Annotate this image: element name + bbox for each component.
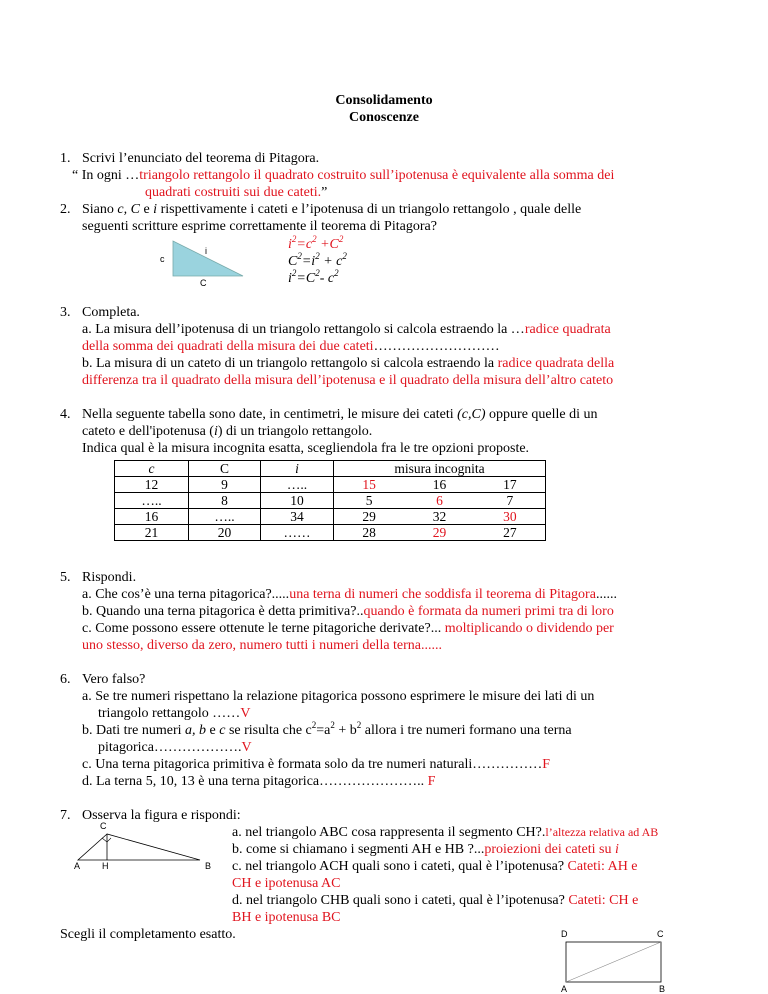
q1-answer-red2: quadrati costruiti sui due cateti. (145, 185, 322, 200)
q7-label-H: H (102, 861, 109, 871)
q7-b-red-i: i (614, 842, 619, 857)
q2-formula-1: $i^2=c^2 +C^2$ (288, 234, 344, 252)
q5-a-prefix: a. Che cos’è una terna pitagorica?..... (82, 587, 290, 602)
q7-text: Osserva la figura e rispondi: (82, 808, 241, 823)
q5-c-line1 (82, 620, 614, 637)
q2-formula-3: $i^2=C^2-$ $c^2$ (288, 268, 339, 286)
q2-triangle-label-i: i (205, 246, 207, 256)
table-option: 32 (404, 509, 474, 525)
rect-label-C: C (657, 929, 664, 939)
q6-b-line2 (98, 739, 252, 756)
q1-answer-red1: triangolo rettangolo il quadrato costruito sull’ipotenusa è equivalente alla somma dei (139, 168, 615, 183)
q5-b-prefix: b. Quando una terna pitagorica è detta primitiva?.. (82, 604, 364, 619)
q3-a-red1: radice quadrata (524, 322, 611, 337)
q5-text: Rispondi. (82, 570, 137, 585)
q4-table (114, 460, 546, 541)
q7-triangle-figure (60, 820, 220, 880)
q7-right-angle-mark (102, 838, 111, 842)
q7-rectangle-figure (555, 928, 675, 994)
q2-line1-c: rispettivamente i cateti e l’ipotenusa di un triangolo rettangolo , quale delle (157, 202, 582, 217)
q5-c-prefix: c. Come possono essere ottenute le terne pitagoriche derivate?... (82, 621, 445, 636)
q1-number: 1. (60, 151, 71, 166)
q6-text: Vero falso? (82, 672, 146, 687)
table-option: 5 (334, 493, 405, 509)
table-option-correct: 15 (334, 477, 405, 493)
q5-c-red1: moltiplicando o dividendo per (444, 621, 614, 636)
q3-b-line2: differenza tra il quadrato della misura dell’ipotenusa e il quadrato della misura dell’altro cateto (82, 373, 614, 388)
table-option: 16 (404, 477, 474, 493)
table-row (115, 493, 546, 509)
q5-b-red: quando è formata da numeri primi tra di loro (363, 604, 614, 619)
q2-line1 (82, 201, 581, 218)
q5-a-red: una terna di numeri che soddisfa il teorema di Pitagora (289, 587, 596, 602)
q6-d-text: d. La terna 5, 10, 13 è una terna pitagorica………………….. (82, 774, 428, 789)
q2-line2: seguenti scritture esprime correttamente il teorema di Pitagora? (82, 219, 437, 234)
q7-d-line2: BH e ipotenusa BC (232, 910, 341, 925)
q6-a-line2 (98, 705, 250, 722)
q2-line1-i: i (153, 202, 158, 217)
q6-a-text: triangolo rettangolo …… (98, 706, 241, 721)
rect-label-D: D (561, 929, 568, 939)
table-cell: …… (261, 525, 334, 541)
q6-d-answer: F (427, 774, 436, 789)
q5-c-suffix: ...... (421, 638, 443, 653)
table-cell: ….. (261, 477, 334, 493)
table-row (115, 477, 546, 493)
q5-c-red2: uno stesso, diverso da zero, numero tutti i numeri della terna (82, 638, 422, 653)
q1-answer-prefix: “ In ogni … (72, 168, 140, 183)
q7-a (232, 824, 658, 841)
table-option-correct: 6 (404, 493, 474, 509)
q7-label-A: A (74, 861, 81, 871)
table-header-c: c (115, 461, 189, 477)
q1-text: Scrivi l’enunciato del teorema di Pitagora. (82, 151, 320, 166)
table-option: 29 (334, 509, 405, 525)
table-header-C: C (189, 461, 261, 477)
q4-number: 4. (60, 407, 71, 422)
q6-b-line1: b. Dati tre numeri a, b e c se risulta che $c^2=a^2 + b^2$ allora i tre numeri formano una terna (82, 720, 572, 738)
q6-a-answer: V (240, 706, 251, 721)
rect-label-A: A (561, 984, 568, 994)
q5-number: 5. (60, 570, 71, 585)
q3-text: Completa. (82, 305, 140, 320)
q7-d-line1 (232, 892, 638, 909)
q2-line1-a: Siano (82, 202, 118, 217)
q6-b-text: pitagorica………………. (98, 740, 242, 755)
table-header-row (115, 461, 546, 477)
q7-number: 7. (60, 808, 71, 823)
q2-line1-vars: c, C (117, 202, 140, 217)
q7-triangle (78, 834, 200, 860)
q4-line3: Indica qual è la misura incognita esatta, scegliendola fra le tre opzioni proposte. (82, 441, 530, 456)
q2-number: 2. (60, 202, 71, 217)
q1-answer-line1 (72, 167, 614, 184)
q6-a-line1: a. Se tre numeri rispettano la relazione pitagorica possono esprimere le misure dei lati di un (82, 689, 595, 704)
q3-a-dots: ……………………… (373, 339, 500, 354)
q4-line1 (82, 406, 598, 423)
q2-formula-2: $C^2=i^2 + c^2$ (288, 251, 347, 269)
q7-d-prefix: d. nel triangolo CHB quali sono i cateti, qual è l’ipotenusa? (232, 893, 569, 908)
q6-c-answer: F (542, 757, 551, 772)
q4-line1-b: oppure quelle di un (485, 407, 598, 422)
q4-line2-a: cateto e dell'ipotenusa ( (82, 424, 214, 439)
q1-answer-suffix: ” (321, 185, 328, 200)
q4-line1-i: (c,C) (457, 407, 486, 422)
q3-a-line1 (82, 321, 611, 338)
q3-b-line1 (82, 355, 614, 372)
q1-answer-line2 (145, 184, 327, 201)
table-option-correct: 30 (475, 509, 546, 525)
table-row (115, 525, 546, 541)
q7-c-prefix: c. nel triangolo ACH quali sono i cateti, qual è l’ipotenusa? (232, 859, 568, 874)
table-cell: 21 (115, 525, 189, 541)
table-cell: 8 (189, 493, 261, 509)
q5-b (82, 603, 614, 620)
q2-triangle-label-C: C (200, 278, 207, 288)
q7-c-line1 (232, 858, 638, 875)
table-cell: 20 (189, 525, 261, 541)
q3-number: 3. (60, 305, 71, 320)
q7-c-red1: Cateti: AH e (567, 859, 638, 874)
q3-b-red1: radice quadrata della (497, 356, 615, 371)
q2-triangle (173, 241, 243, 276)
q7-b-red: proiezioni dei cateti su (484, 842, 615, 857)
q7-choose: Scegli il completamento esatto. (60, 927, 236, 942)
q3-a-line2 (82, 338, 500, 355)
page-title: Consolidamento (335, 93, 433, 108)
q4-line2 (82, 423, 372, 440)
q7-a-red: l’altezza relativa ad AB (545, 825, 659, 839)
q6-number: 6. (60, 672, 71, 687)
table-option: 17 (475, 477, 546, 493)
q6-c-text: c. Una terna pitagorica primitiva è formata solo da tre numeri naturali…………… (82, 757, 543, 772)
q2-triangle-figure (140, 238, 260, 288)
q3-b-prefix: b. La misura di un cateto di un triangolo rettangolo si calcola estraendo la (82, 356, 498, 371)
table-cell: 16 (115, 509, 189, 525)
q6-d (82, 773, 435, 790)
q2-line1-b: e (139, 202, 154, 217)
q7-b (232, 841, 619, 858)
q7-label-C: C (100, 821, 107, 831)
table-header-unknown: misura incognita (334, 461, 546, 477)
q7-d-red1: Cateti: CH e (568, 893, 639, 908)
table-option: 28 (334, 525, 405, 541)
q4-line2-i: i (213, 424, 218, 439)
table-row (115, 509, 546, 525)
q5-c-line2 (82, 637, 442, 654)
q7-label-B: B (205, 861, 212, 871)
table-option: 7 (475, 493, 546, 509)
q4-line2-b: ) di un triangolo rettangolo. (217, 424, 373, 439)
q5-a (82, 586, 617, 603)
q6-c (82, 756, 550, 773)
page-subtitle: Conoscenze (349, 110, 419, 125)
table-header-i: i (261, 461, 334, 477)
q7-diagonal-AC (566, 942, 661, 982)
q3-a-red2: della somma dei quadrati della misura dei due cateti (82, 339, 374, 354)
table-cell: 34 (261, 509, 334, 525)
table-cell: ….. (115, 493, 189, 509)
table-cell: ….. (189, 509, 261, 525)
table-option: 27 (475, 525, 546, 541)
q5-a-suffix: ...... (595, 587, 617, 602)
table-option-correct: 29 (404, 525, 474, 541)
q4-line1-a: Nella seguente tabella sono date, in centimetri, le misure dei cateti (82, 407, 458, 422)
table-cell: 10 (261, 493, 334, 509)
q7-c-line2: CH e ipotenusa AC (232, 876, 341, 891)
q7-a-prefix: a. nel triangolo ABC cosa rappresenta il segmento CH?. (232, 825, 546, 840)
q3-a-prefix: a. La misura dell’ipotenusa di un triangolo rettangolo si calcola estraendo la … (82, 322, 525, 337)
q7-b-prefix: b. come si chiamano i segmenti AH e HB ?... (232, 842, 485, 857)
table-cell: 9 (189, 477, 261, 493)
q6-b-answer: V (241, 740, 252, 755)
q2-triangle-label-c: c (160, 254, 165, 264)
table-cell: 12 (115, 477, 189, 493)
rect-label-B: B (659, 984, 666, 994)
